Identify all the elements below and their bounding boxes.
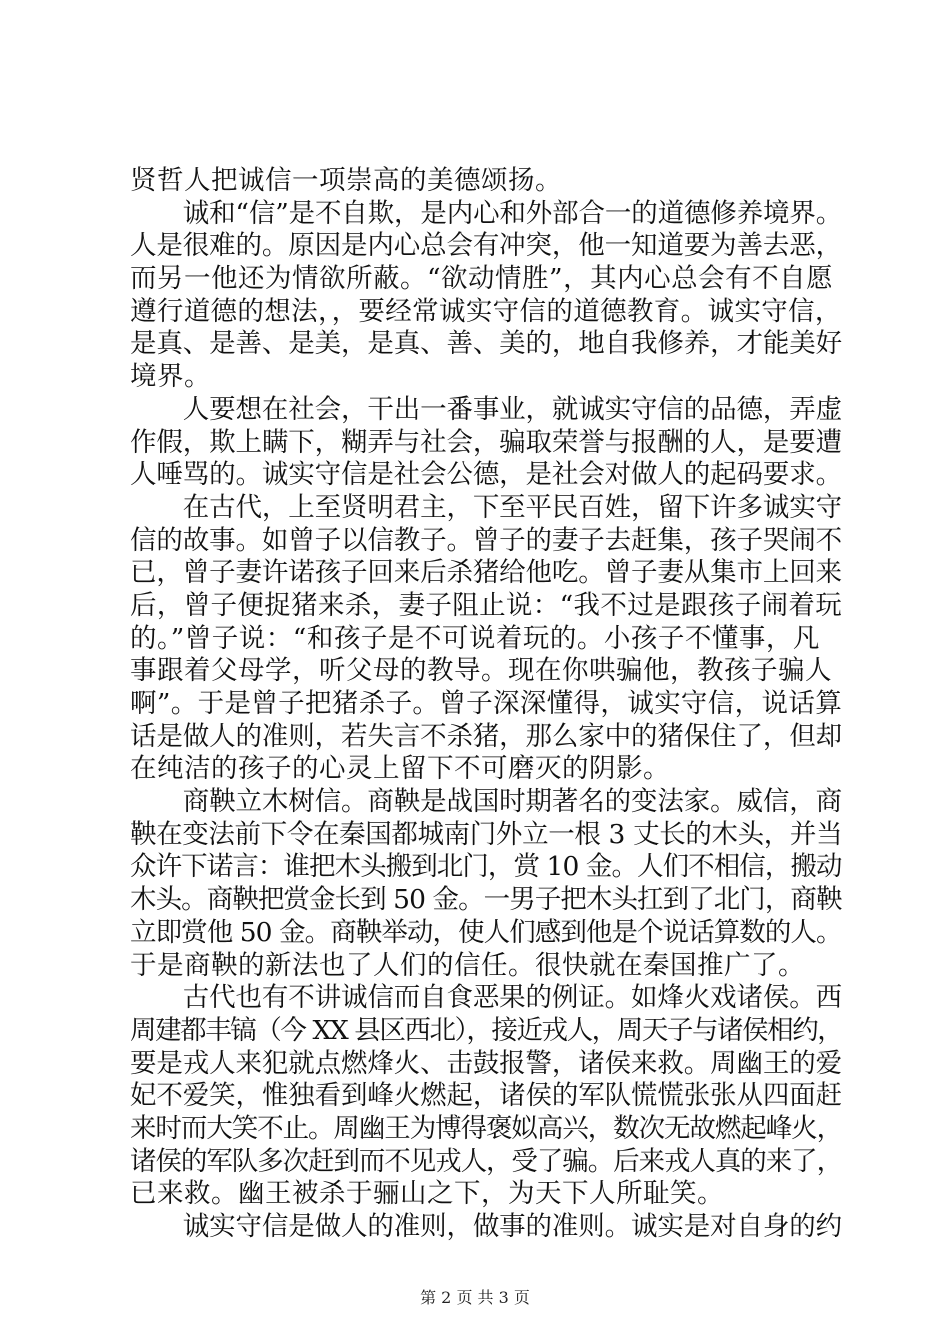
text-line: 已，曾子妻许诺孩子回来后杀猪给他吃。曾子妻从集市上回来: [130, 557, 842, 589]
text-line: 于是商鞅的新法也了人们的信任。很快就在秦国推广了。: [130, 949, 805, 981]
text-line: 鞅在变法前下令在秦国都城南门外立一根 3 丈长的木头，并当: [130, 818, 843, 850]
text-line: 古代也有不讲诚信而自食恶果的例证。如烽火戏诸侯。西: [130, 982, 842, 1014]
text-line: 人要想在社会，干出一番事业，就诚实守信的品德，弄虚: [130, 393, 842, 425]
text-line: 事跟着父母学，听父母的教导。现在你哄骗他，教孩子骗人: [130, 655, 832, 687]
text-line: 诚实守信是做人的准则，做事的准则。诚实是对自身的约: [130, 1211, 842, 1242]
text-line: 来时而大笑不止。周幽王为博得褒姒高兴，数次无故燃起峰火，: [130, 1112, 842, 1144]
text-line: 作假，欺上瞒下，糊弄与社会，骗取荣誉与报酬的人，是要遭: [130, 426, 842, 458]
page-number-footer: 第 2 页 共 3 页: [420, 1288, 530, 1307]
text-line: 遵行道德的想法，，要经常诚实守信的道德教育。诚实守信，: [130, 295, 842, 327]
text-line: 的。”曾子说：“和孩子是不可说着玩的。小孩子不懂事，凡: [130, 622, 820, 654]
text-line: 在古代，上至贤明君主，下至平民百姓，留下许多诚实守: [130, 491, 842, 523]
text-line: 信的故事。如曾子以信教子。曾子的妻子去赶集，孩子哭闹不: [130, 524, 842, 556]
text-line: 人是很难的。原因是内心总会有冲突，他一知道要为善去恶，: [130, 230, 842, 262]
text-line: 木头。商鞅把赏金长到 50 金。一男子把木头扛到了北门，商鞅: [130, 884, 842, 916]
text-line: 已来救。幽王被杀于骊山之下，为天下人所耻笑。: [130, 1178, 724, 1210]
text-line: 后，曾子便捉猪来杀，妻子阻止说：“我不过是跟孩子闹着玩: [130, 589, 843, 621]
text-line: 众许下诺言：谁把木头搬到北门，赏 10 金。人们不相信，搬动: [130, 851, 842, 883]
text-line: 贤哲人把诚信一项崇高的美德颂扬。: [130, 165, 562, 196]
text-line: 而另一他还为情欲所蔽。“欲动情胜”，其内心总会有不自愿: [130, 263, 834, 295]
text-line: 境界。: [130, 361, 211, 393]
text-line: 话是做人的准则，若失言不杀猪，那么家中的猪保住了，但却: [130, 720, 842, 752]
text-line: 在纯洁的孩子的心灵上留下不可磨灭的阴影。: [130, 753, 670, 785]
text-line: 商鞅立木树信。商鞅是战国时期著名的变法家。威信，商: [130, 786, 842, 818]
text-line: 周建都丰镐（今 XX 县区西北），接近戎人，周天子与诸侯相约，: [130, 1014, 843, 1046]
text-line: 诚和“信”是不自欺，是内心和外部合一的道德修养境界。: [130, 197, 843, 229]
text-line: 啊”。于是曾子把猪杀子。曾子深深懂得，诚实守信，说话算: [130, 688, 843, 719]
text-line: 立即赏他 50 金。商鞅举动，使人们感到他是个说话算数的人。: [130, 916, 842, 948]
text-line: 是真、是善、是美，是真、善、美的，地自我修养，才能美好: [130, 328, 842, 360]
text-line: 妃不爱笑，惟独看到峰火燃起，诸侯的军队慌慌张张从四面赶: [130, 1080, 842, 1112]
body-text: [130, 165, 843, 1244]
text-line: 要是戎人来犯就点燃烽火、击鼓报警，诸侯来救。周幽王的爱: [130, 1047, 842, 1079]
text-line: 人唾骂的。诚实守信是社会公德，是社会对做人的起码要求。: [130, 459, 842, 491]
text-line: 诸侯的军队多次赶到而不见戎人，受了骗。后来戎人真的来了，: [130, 1145, 842, 1177]
